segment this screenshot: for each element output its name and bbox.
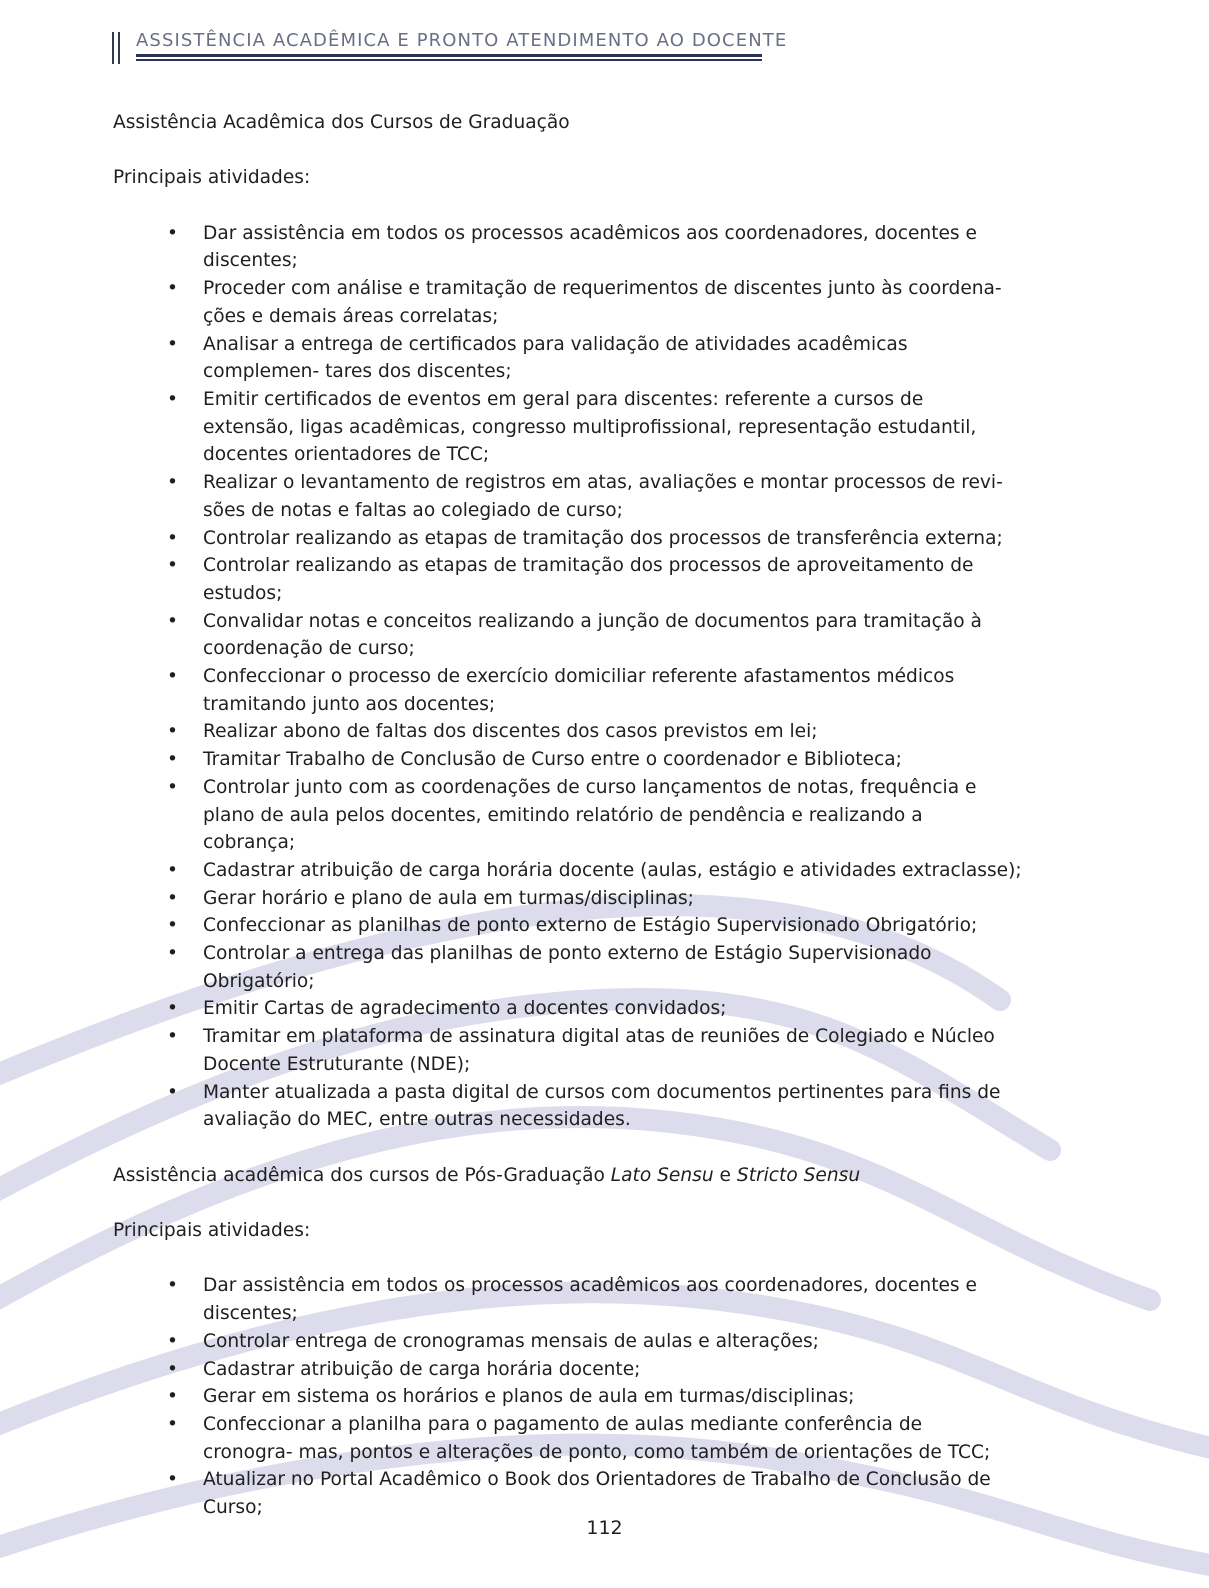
list-item-text: Controlar a entrega das planilhas de ponto externo de Estágio Supervisionado Obrigatório;	[203, 943, 932, 992]
list-item	[113, 940, 1003, 995]
list-item	[113, 746, 1003, 774]
list-item	[113, 220, 1063, 275]
bullet: •	[167, 666, 178, 688]
bullet: •	[167, 472, 178, 494]
activity-list-pos-graduacao	[113, 1272, 1073, 1521]
bullet: •	[167, 749, 178, 771]
list-item	[113, 386, 1003, 469]
list-item-text: Analisar a entrega de certificados para validação de atividades acadêmicas complemen- tares dos discentes;	[203, 333, 908, 383]
bullet: •	[167, 389, 178, 410]
list-item-text: Confeccionar o processo de exercício domiciliar referente afastamentos médicos tramitando junto aos docentes;	[203, 666, 955, 715]
bullet: •	[167, 1386, 178, 1408]
bullet: •	[167, 1275, 178, 1297]
list-item	[113, 525, 1063, 553]
list-item-text: Gerar em sistema os horários e planos de aula em turmas/disciplinas;	[203, 1386, 855, 1408]
bullet: •	[167, 527, 178, 549]
list-item	[113, 1356, 1003, 1384]
bullet: •	[167, 333, 178, 355]
list-item-text: Tramitar Trabalho de Conclusão de Curso entre o coordenador e Biblioteca;	[203, 749, 902, 771]
list-item	[113, 1328, 1003, 1356]
header-rule	[136, 54, 762, 57]
header-rule	[136, 59, 762, 61]
list-item	[113, 469, 1003, 524]
section-title-conjunction: e	[713, 1164, 737, 1186]
list-item	[113, 608, 1003, 663]
list-item	[113, 912, 1063, 940]
list-item-text: Cadastrar atribuição de carga horária docente (aulas, estágio e atividades extraclasse);	[203, 859, 1022, 881]
list-item	[113, 1079, 1003, 1134]
bullet: •	[167, 222, 178, 244]
list-item	[113, 663, 1003, 718]
list-item	[113, 1383, 1003, 1411]
list-item	[113, 552, 1003, 607]
bullet: •	[167, 1469, 178, 1491]
list-item	[113, 995, 1003, 1023]
section-title-graduacao: Assistência Acadêmica dos Cursos de Graduação	[113, 112, 570, 133]
list-item-text: Confeccionar as planilhas de ponto externo de Estágio Supervisionado Obrigatório;	[203, 915, 978, 937]
bullet: •	[167, 721, 178, 743]
list-item-text: Confeccionar a planilha para o pagamento de aulas mediante conferência de cronogra- mas, pontos e alterações de ponto, como também de orientações de TCC;	[203, 1413, 991, 1463]
list-item	[113, 1411, 1003, 1466]
list-item-text: Gerar horário e plano de aula em turmas/disciplinas;	[203, 887, 694, 909]
header-title: ASSISTÊNCIA ACADÊMICA E PRONTO ATENDIMENTO AO DOCENTE	[136, 30, 788, 51]
list-item-text: Manter atualizada a pasta digital de cursos com documentos pertinentes para fins de avaliação do MEC, entre outras necessidades.	[203, 1081, 1001, 1131]
bullet: •	[167, 887, 178, 909]
list-item-text: Controlar entrega de cronogramas mensais de aulas e alterações;	[203, 1330, 819, 1352]
list-item-text: Dar assistência em todos os processos acadêmicos aos coordenadores, docentes e discentes;	[203, 222, 977, 272]
list-item-text: Realizar abono de faltas dos discentes dos casos previstos em lei;	[203, 721, 818, 743]
page-header	[110, 28, 788, 68]
list-item	[113, 331, 1003, 386]
list-item-text: Atualizar no Portal Acadêmico o Book dos Orientadores de Trabalho de Conclusão de Curso;	[203, 1469, 991, 1519]
list-item-text: Emitir Cartas de agradecimento a docentes convidados;	[203, 998, 727, 1020]
list-item-text: Controlar junto com as coordenações de curso lançamentos de notas, frequência e plano de aula pelos docentes, emitindo relatório de pendência e realizando a cobrança;	[203, 776, 977, 854]
list-item-text: Tramitar em plataforma de assinatura digital atas de reuniões de Colegiado e Núcleo Docente Estruturante (NDE);	[203, 1026, 995, 1075]
list-item	[113, 885, 1003, 913]
bullet: •	[167, 776, 178, 798]
list-item-text: Emitir certificados de eventos em geral para discentes: referente a cursos de extensão, ligas acadêmicas, congresso multiprofissional, representação estudantil, docentes orientadores de TCC;	[203, 389, 977, 466]
header-bar	[112, 32, 114, 64]
bullet: •	[167, 1026, 178, 1048]
bullet: •	[167, 859, 178, 881]
list-item-text: Proceder com análise e tramitação de requerimentos de discentes junto às coordena- ções e demais áreas correlatas;	[203, 278, 1002, 327]
list-item	[113, 275, 1003, 330]
list-item-text: Cadastrar atribuição de carga horária docente;	[203, 1358, 641, 1380]
bullet: •	[167, 278, 178, 300]
bullet: •	[167, 555, 178, 577]
bullet: •	[167, 915, 178, 937]
list-item-text: Controlar realizando as etapas de tramitação dos processos de aproveitamento de estudos;	[203, 555, 974, 604]
list-item-text: Realizar o levantamento de registros em atas, avaliações e montar processos de revi- sões de notas e faltas ao colegiado de curso;	[203, 472, 1003, 521]
list-item-text: Dar assistência em todos os processos acadêmicos aos coordenadores, docentes e discentes;	[203, 1275, 977, 1325]
list-item	[113, 1466, 1003, 1521]
section-title-text: Assistência acadêmica dos cursos de Pós-Graduação	[113, 1164, 611, 1186]
bullet: •	[167, 1081, 178, 1103]
bullet: •	[167, 998, 178, 1020]
section-title-pos-graduacao	[113, 1162, 1073, 1190]
list-item	[113, 774, 1003, 857]
section-intro: Principais atividades:	[113, 167, 311, 189]
section-title-stricto: Stricto Sensu	[736, 1164, 861, 1186]
bullet: •	[167, 1358, 178, 1380]
list-item-text: Controlar realizando as etapas de tramitação dos processos de transferência externa;	[203, 527, 1003, 549]
list-item	[113, 718, 1003, 746]
section-intro: Principais atividades:	[113, 1220, 311, 1242]
activity-list-graduacao	[113, 220, 1073, 1134]
list-item	[113, 1023, 1003, 1078]
page-number: 112	[586, 1517, 623, 1539]
section-title-lato: Lato Sensu	[610, 1164, 714, 1186]
list-item	[113, 1272, 1063, 1327]
bullet: •	[167, 943, 178, 965]
document-body	[113, 109, 1073, 1549]
list-item	[113, 857, 1063, 885]
bullet: •	[167, 610, 178, 632]
bullet: •	[167, 1330, 178, 1352]
bullet: •	[167, 1413, 178, 1435]
header-bar	[118, 32, 120, 64]
list-item-text: Convalidar notas e conceitos realizando a junção de documentos para tramitação à coordenação de curso;	[203, 610, 982, 660]
